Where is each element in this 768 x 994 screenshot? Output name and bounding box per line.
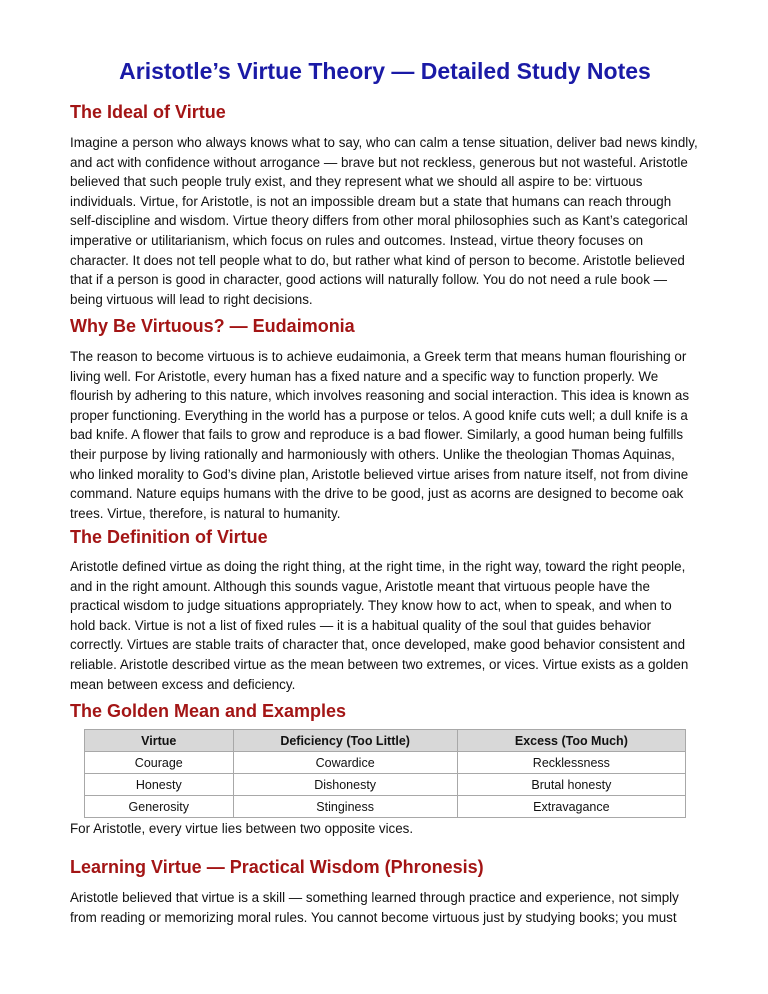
table-cell: Honesty — [85, 774, 234, 796]
table-cell: Extravagance — [457, 796, 685, 818]
table-cell: Generosity — [85, 796, 234, 818]
section-heading-ideal: The Ideal of Virtue — [70, 102, 226, 122]
section-heading-golden-mean: The Golden Mean and Examples — [70, 701, 347, 721]
section-heading-definition: The Definition of Virtue — [70, 527, 268, 547]
table-cell: Stinginess — [233, 796, 457, 818]
table-row — [85, 774, 686, 796]
section-text-ideal: Imagine a person who always knows what to say, who can calm a tense situation, deliver bad news kindly, and act with confidence without arrogance — brave but not reckless, generous but not wasteful. Aristotle believed that such people truly exist, and they represent what we should all aspire to be: virtuous individuals. Virtue, for Aristotle, is not an impossible dream but a state that humans can reach through self-discipline and wisdom. Virtue theory differs from other moral philosophies such as Kant’s categorical imperative or utilitarianism, which focus on rules and outcomes. Instead, virtue theory focuses on character. It does not tell people what to do, but rather what kind of person to become. Aristotle believed that if a person is good in character, good actions will naturally follow. You do not need a rule book — being virtuous will lead to right decisions. — [70, 135, 698, 307]
column-header-deficiency: Deficiency (Too Little) — [233, 730, 457, 752]
table-cell: Courage — [85, 752, 234, 774]
section-heading-eudaimonia: Why Be Virtuous? — Eudaimonia — [70, 316, 355, 336]
table-caption: For Aristotle, every virtue lies between two opposite vices. — [70, 821, 414, 836]
table-cell: Cowardice — [233, 752, 457, 774]
table-header-row — [85, 730, 686, 752]
column-header-excess: Excess (Too Much) — [457, 730, 685, 752]
section-text-eudaimonia: The reason to become virtuous is to achieve eudaimonia, a Greek term that means human flourishing or living well. For Aristotle, every human has a fixed nature and a specific way to function properly. We flourish by adhering to this nature, which involves reasoning and social interaction. This idea is known as proper functioning. Everything in the world has a purpose or telos. A good knife cuts well; a dull knife is a bad knife. A flower that fails to grow and reproduce is a bad flower. Similarly, a good human being fulfills their purpose by living rationally and harmoniously with others. Unlike the theologian Thomas Aquinas, who linked morality to God’s divine plan, Aristotle believed virtue arises from nature itself, not from divine command. Nature equips humans with the drive to be good, just as acorns are designed to become oak trees. Virtue, therefore, is natural to humanity. — [70, 349, 690, 521]
table-cell: Recklessness — [457, 752, 685, 774]
table-row — [85, 752, 686, 774]
table-cell: Brutal honesty — [457, 774, 685, 796]
table-cell: Dishonesty — [233, 774, 457, 796]
column-header-virtue: Virtue — [85, 730, 234, 752]
table-row — [85, 796, 686, 818]
page-title: Aristotle’s Virtue Theory — Detailed Study Notes — [119, 58, 651, 84]
section-heading-phronesis: Learning Virtue — Practical Wisdom (Phronesis) — [70, 857, 484, 877]
section-text-definition: Aristotle defined virtue as doing the right thing, at the right time, in the right way, toward the right people, and in the right amount. Although this sounds vague, Aristotle meant that virtuous people have the practical wisdom to judge situations appropriately. They know how to act, when to speak, and when to hold back. Virtue is not a list of fixed rules — it is a habitual quality of the soul that guides behavior correctly. Virtues are stable traits of character that, once developed, make good behavior consistent and reliable. Aristotle described virtue as the mean between two extremes, or vices. Virtue exists as a golden mean between excess and deficiency. — [70, 559, 689, 692]
section-text-phronesis: Aristotle believed that virtue is a skill — something learned through practice and experience, not simply from reading or memorizing moral rules. You cannot become virtuous just by studying books; you must — [70, 890, 679, 925]
golden-mean-table — [84, 729, 686, 818]
